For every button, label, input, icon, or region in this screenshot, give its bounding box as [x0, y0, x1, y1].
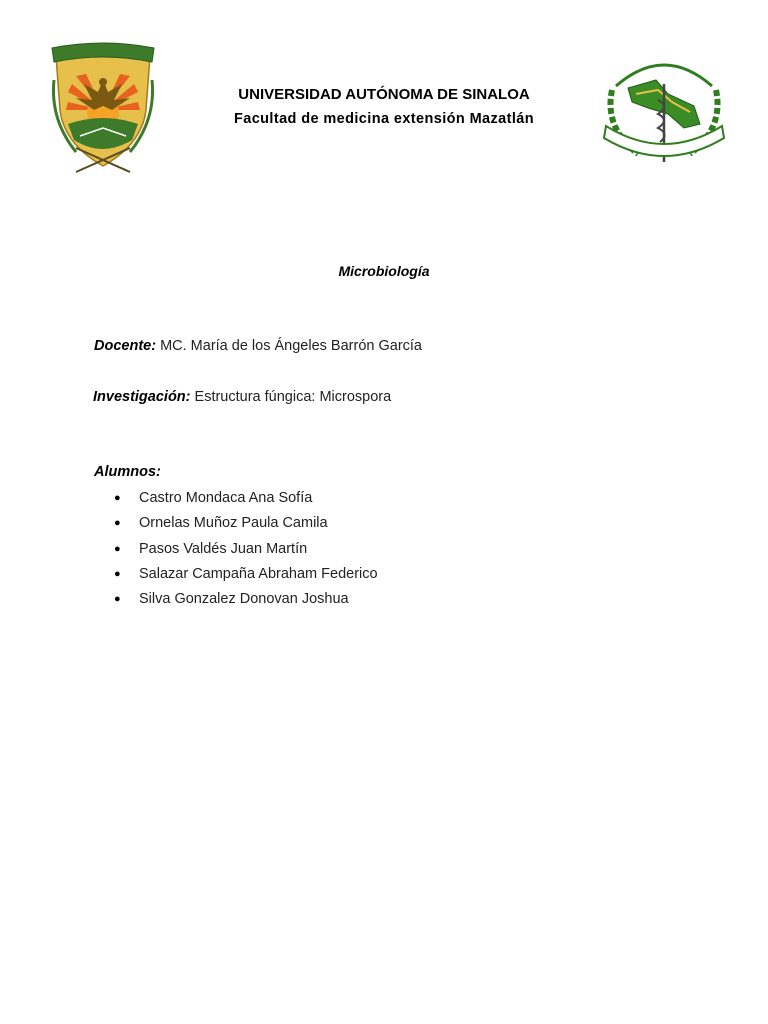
faculty-name: Facultad de medicina extensión Mazatlán [233, 111, 535, 127]
list-item [114, 488, 378, 513]
university-name: UNIVERSIDAD AUTÓNOMA DE SINALOA [238, 86, 530, 103]
list-item [114, 513, 378, 538]
student-name: Silva Gonzalez Donovan Joshua [139, 591, 349, 608]
student-name: Pasos Valdés Juan Martín [139, 540, 308, 557]
list-item [114, 539, 378, 564]
docente-line [94, 338, 422, 354]
list-item [114, 564, 378, 589]
subject-title: Microbiología [338, 263, 430, 279]
student-name: Castro Mondaca Ana Sofía [139, 490, 313, 506]
bullet-icon: ● [114, 517, 121, 530]
student-name: Ornelas Muñoz Paula Camila [139, 515, 328, 532]
student-list [114, 488, 378, 614]
uas-eagle-crest-icon [46, 40, 160, 174]
student-name: Salazar Campaña Abraham Federico [139, 565, 378, 582]
bullet-icon: ● [114, 492, 121, 504]
bullet-icon: ● [114, 542, 121, 555]
docente-value: MC. María de los Ángeles Barrón García [160, 338, 422, 354]
investigacion-line [93, 389, 391, 405]
list-item [114, 589, 378, 614]
bullet-icon: ● [114, 567, 121, 580]
alumnos-label: Alumnos: [94, 464, 161, 480]
bullet-icon: ● [114, 593, 121, 606]
docente-label: Docente: [94, 338, 157, 354]
facultad-medicina-seal-icon [598, 50, 730, 166]
investigacion-label: Investigación: [93, 389, 191, 405]
investigacion-value: Estructura fúngica: Microspora [194, 389, 392, 405]
